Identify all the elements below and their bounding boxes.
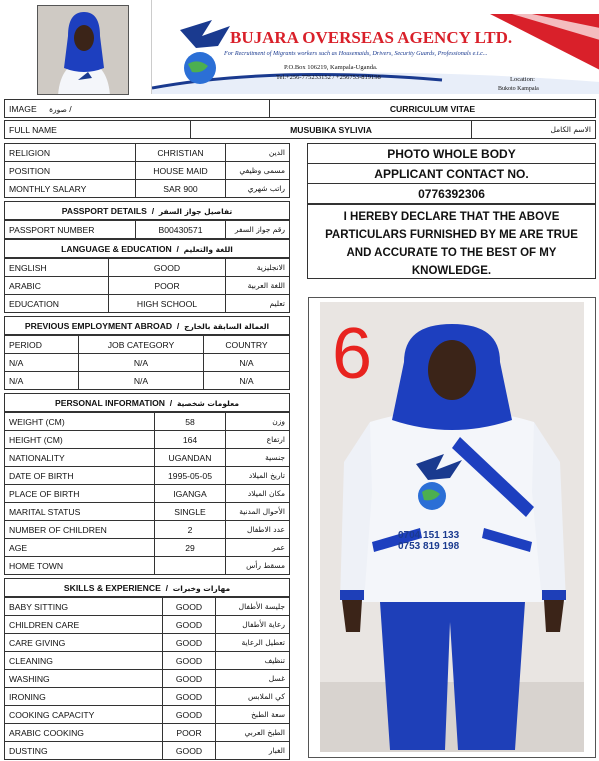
basic-info-table: [4, 143, 290, 198]
agency-location-label: Location:: [510, 76, 535, 83]
personal-title-ar: معلومات شخصية: [176, 398, 239, 408]
table-row: [5, 616, 290, 634]
personal-info-label-ar: مسقط رأس: [226, 557, 290, 575]
religion-label-ar: الدين: [226, 144, 290, 162]
skill-value: GOOD: [163, 598, 216, 616]
skill-value: POOR: [163, 724, 216, 742]
passport-photo-image: [38, 6, 129, 95]
skill-label: COOKING CAPACITY: [5, 706, 163, 724]
skill-label: CLEANING: [5, 652, 163, 670]
table-row: [5, 539, 290, 557]
table-row: [5, 598, 290, 616]
skill-label-ar: غسل: [216, 670, 290, 688]
personal-info-value: 58: [155, 413, 226, 431]
table-row: [5, 485, 290, 503]
personal-info-label: NUMBER OF CHILDREN: [5, 521, 155, 539]
position-label-ar: مسمى وظيفي: [226, 162, 290, 180]
agency-banner: [151, 0, 599, 94]
skill-label: DUSTING: [5, 742, 163, 760]
skill-label-ar: رعاية الأطفال: [216, 616, 290, 634]
skill-value: GOOD: [163, 706, 216, 724]
period-header: PERIOD: [5, 336, 79, 354]
personal-info-label: NATIONALITY: [5, 449, 155, 467]
skill-label-ar: الغبار: [216, 742, 290, 760]
employment-cell: N/A: [204, 372, 290, 390]
agency-location-value: Bukoto Kampala: [498, 86, 539, 92]
country-header: COUNTRY: [204, 336, 290, 354]
table-row: [5, 354, 290, 372]
skill-label: BABY SITTING: [5, 598, 163, 616]
full-name-value: MUSUBIKA SYLIVIA: [191, 121, 472, 139]
declaration-text: I HEREBY DECLARE THAT THE ABOVE PARTICULARS FURNISHED BY ME ARE TRUE AND ACCURATE TO THE BEST OF MY KNOWLEDGE.: [307, 204, 596, 279]
personal-info-label: HEIGHT (CM): [5, 431, 155, 449]
skill-value: GOOD: [163, 742, 216, 760]
language-section-header: LANGUAGE & EDUCATION / اللغة والتعليم: [4, 239, 290, 258]
table-row: [5, 180, 290, 198]
skill-label-ar: جليسة الأطفال: [216, 598, 290, 616]
english-label: ENGLISH: [5, 259, 109, 277]
passport-title-ar: تفاصيل جواز السفر: [158, 206, 233, 216]
personal-info-label-ar: عمر: [226, 539, 290, 557]
table-row: [5, 634, 290, 652]
personal-info-value: 29: [155, 539, 226, 557]
image-cv-row: [4, 99, 596, 120]
skill-value: GOOD: [163, 634, 216, 652]
personal-info-label: MARITAL STATUS: [5, 503, 155, 521]
image-label-cell: IMAGE صورة /: [5, 100, 270, 118]
salary-label-ar: راتب شهري: [226, 180, 290, 198]
table-header-row: [5, 336, 290, 354]
personal-info-value: [155, 557, 226, 575]
table-row: [5, 724, 290, 742]
agency-telephone: Tel:+256-775233152 / +256753-819198: [276, 74, 381, 81]
table-row: [5, 503, 290, 521]
job-category-header: JOB CATEGORY: [79, 336, 204, 354]
skill-value: GOOD: [163, 670, 216, 688]
skills-section-header: SKILLS & EXPERIENCE / مهارات وخبرات: [4, 578, 290, 597]
personal-title: PERSONAL INFORMATION: [55, 397, 165, 408]
personal-info-label: AGE: [5, 539, 155, 557]
salary-value: SAR 900: [136, 180, 226, 198]
personal-info-label: DATE OF BIRTH: [5, 467, 155, 485]
employment-cell: N/A: [79, 354, 204, 372]
table-row: [5, 742, 290, 760]
personal-info-value: 164: [155, 431, 226, 449]
table-row: [5, 670, 290, 688]
personal-info-value: IGANGA: [155, 485, 226, 503]
photo-number: 6: [332, 314, 373, 394]
agency-tagline: For Recruitment of Migrants workers such as Housemaids, Drivers, Security Guards, Professionals e.t.c...: [224, 50, 488, 57]
table-row: [5, 413, 290, 431]
arabic-label-ar: اللغة العربية: [226, 277, 290, 295]
arabic-value: POOR: [109, 277, 226, 295]
personal-info-label: HOME TOWN: [5, 557, 155, 575]
religion-label: RELIGION: [5, 144, 136, 162]
passport-section-header: PASSPORT DETAILS / تفاصيل جواز السفر: [4, 201, 290, 220]
passport-number-value: B00430571: [136, 221, 226, 239]
personal-info-label: PLACE OF BIRTH: [5, 485, 155, 503]
image-label: IMAGE: [9, 103, 37, 114]
applicant-contact-label: APPLICANT CONTACT NO.: [308, 164, 596, 184]
table-row: [5, 688, 290, 706]
employment-cell: N/A: [79, 372, 204, 390]
skills-title: SKILLS & EXPERIENCE: [63, 582, 161, 593]
skill-label-ar: كي الملابس: [216, 688, 290, 706]
skill-label: ARABIC COOKING: [5, 724, 163, 742]
agency-po-box: P.O.Box 106219, Kampala-Uganda.: [284, 64, 378, 71]
table-row: [5, 295, 290, 313]
language-table: [4, 258, 290, 313]
personal-info-label-ar: جنسية: [226, 449, 290, 467]
employment-cell: N/A: [204, 354, 290, 372]
skill-label: WASHING: [5, 670, 163, 688]
education-value: HIGH SCHOOL: [109, 295, 226, 313]
full-body-photo: [308, 297, 596, 758]
table-row: [5, 372, 290, 390]
salary-label: MONTHLY SALARY: [5, 180, 136, 198]
english-label-ar: الانجليزية: [226, 259, 290, 277]
religion-value: CHRISTIAN: [136, 144, 226, 162]
table-row: [5, 221, 290, 239]
shirt-phone-1: 0704 151 133: [398, 530, 460, 541]
english-value: GOOD: [109, 259, 226, 277]
table-row: [5, 467, 290, 485]
skills-title-ar: مهارات وخبرات: [172, 583, 231, 593]
skill-label-ar: سعة الطبخ: [216, 706, 290, 724]
personal-table: [4, 412, 290, 575]
personal-info-label-ar: عدد الاطفال: [226, 521, 290, 539]
education-label: EDUCATION: [5, 295, 109, 313]
full-name-label-ar: الاسم الكامل: [472, 121, 596, 139]
personal-info-value: UGANDAN: [155, 449, 226, 467]
personal-info-label-ar: الأحوال المدنية: [226, 503, 290, 521]
skill-value: GOOD: [163, 688, 216, 706]
skill-label-ar: تنظيف: [216, 652, 290, 670]
skills-table: [4, 597, 290, 760]
personal-info-value: 2: [155, 521, 226, 539]
image-label-ar: صورة: [49, 104, 67, 114]
arabic-label: ARABIC: [5, 277, 109, 295]
agency-name: BUJARA OVERSEAS AGENCY LTD.: [230, 28, 513, 47]
personal-info-label: WEIGHT (CM): [5, 413, 155, 431]
table-row: [5, 431, 290, 449]
table-row: [5, 162, 290, 180]
passport-number-label: PASSPORT NUMBER: [5, 221, 136, 239]
personal-info-label-ar: وزن: [226, 413, 290, 431]
photo-whole-body-label: PHOTO WHOLE BODY: [308, 144, 596, 164]
employment-section-header: PREVIOUS EMPLOYMENT ABROAD / العمالة السابقة بالخارج: [4, 316, 290, 335]
position-label: POSITION: [5, 162, 136, 180]
table-row: [5, 449, 290, 467]
personal-info-value: SINGLE: [155, 503, 226, 521]
personal-section-header: PERSONAL INFORMATION / معلومات شخصية: [4, 393, 290, 412]
skill-label: CARE GIVING: [5, 634, 163, 652]
table-row: [5, 259, 290, 277]
passport-table: [4, 220, 290, 239]
employment-title-ar: العمالة السابقة بالخارج: [184, 321, 270, 331]
skill-label: IRONING: [5, 688, 163, 706]
table-row: [5, 706, 290, 724]
employment-table: [4, 335, 290, 390]
passport-photo: [37, 5, 129, 95]
passport-number-label-ar: رقم جواز السفر: [226, 221, 290, 239]
contact-box: [307, 143, 596, 279]
employment-cell: N/A: [5, 372, 79, 390]
employment-cell: N/A: [5, 354, 79, 372]
full-name-row: [4, 120, 596, 141]
personal-info-label-ar: ارتفاع: [226, 431, 290, 449]
skill-label-ar: الطبخ العربي: [216, 724, 290, 742]
skill-value: GOOD: [163, 616, 216, 634]
education-label-ar: تعليم: [226, 295, 290, 313]
table-row: [5, 144, 290, 162]
skill-value: GOOD: [163, 652, 216, 670]
personal-info-label-ar: مكان الميلاد: [226, 485, 290, 503]
shirt-phone-2: 0753 819 198: [398, 541, 460, 552]
skill-label-ar: تعطيل الرعاية: [216, 634, 290, 652]
employment-title: PREVIOUS EMPLOYMENT ABROAD: [24, 320, 173, 331]
left-column: [4, 143, 290, 760]
full-name-label: FULL NAME: [5, 121, 191, 139]
table-row: [5, 277, 290, 295]
table-row: [5, 557, 290, 575]
header: [0, 0, 599, 98]
personal-info-label-ar: تاريخ الميلاد: [226, 467, 290, 485]
cv-title: CURRICULUM VITAE: [270, 100, 596, 118]
passport-title: PASSPORT DETAILS: [61, 205, 147, 216]
language-title-ar: اللغة والتعليم: [183, 244, 233, 254]
position-value: HOUSE MAID: [136, 162, 226, 180]
table-row: [5, 521, 290, 539]
language-title: LANGUAGE & EDUCATION: [61, 243, 172, 254]
skill-label: CHILDREN CARE: [5, 616, 163, 634]
personal-info-value: 1995-05-05: [155, 467, 226, 485]
table-row: [5, 652, 290, 670]
applicant-phone: 0776392306: [308, 184, 596, 204]
